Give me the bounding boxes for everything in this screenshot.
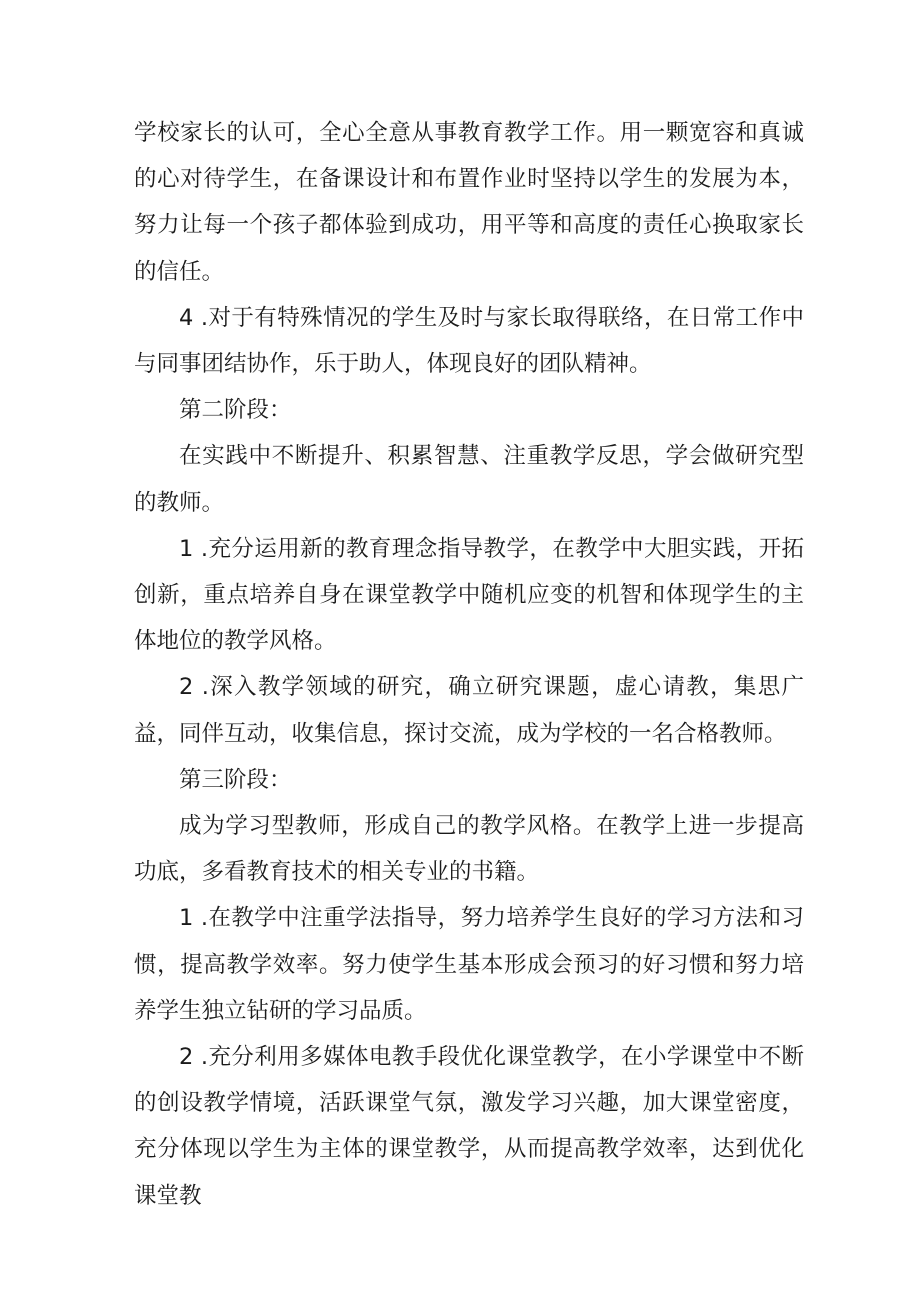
paragraph-continuation: 学校家长的认可，全心全意从事教育教学工作。用一颗宽容和真诚的心对待学生，在备课设计和布置作业时坚持以学生的发展为本，努力让每一个孩子都体验到成功，用平等和高度的责任心换取家长的信任。 [134, 120, 804, 285]
section-heading-stage-2: 第二阶段： [179, 397, 292, 424]
section-heading-stage-3: 第三阶段： [179, 766, 292, 793]
document-body [134, 110, 804, 1219]
paragraph-stage-2-intro: 在实践中不断提升、积累智慧、注重教学反思，学会做研究型的教师。 [134, 443, 804, 516]
paragraph-stage-3-item-1: 1 .在教学中注重学法指导，努力培养学生良好的学习方法和习惯，提高教学效率。努力使学生基本形成会预习的好习惯和努力培养学生独立钻研的学习品质。 [134, 905, 804, 1024]
paragraph-stage-2-item-2: 2 .深入教学领域的研究，确立研究课题，虚心请教，集思广益，同伴互动，收集信息，探讨交流，成为学校的一名合格教师。 [134, 674, 804, 747]
paragraph-stage-2-item-1: 1 .充分运用新的教育理念指导教学，在教学中大胆实践，开拓创新，重点培养自身在课堂教学中随机应变的机智和体现学生的主体地位的教学风格。 [134, 535, 804, 655]
paragraph-item-4: 4 .对于有特殊情况的学生及时与家长取得联络，在日常工作中与同事团结协作，乐于助人，体现良好的团队精神。 [134, 304, 804, 378]
paragraph-stage-3-item-2: 2 .充分利用多媒体电教手段优化课堂教学，在小学课堂中不断的创设教学情境，活跃课堂气氛，激发学习兴趣，加大课堂密度，充分体现以学生为主体的课堂教学，从而提高教学效率，达到优化课堂教 [134, 1044, 804, 1209]
paragraph-stage-3-intro: 成为学习型教师，形成自己的教学风格。在教学上进一步提高功底，多看教育技术的相关专业的书籍。 [134, 813, 804, 886]
